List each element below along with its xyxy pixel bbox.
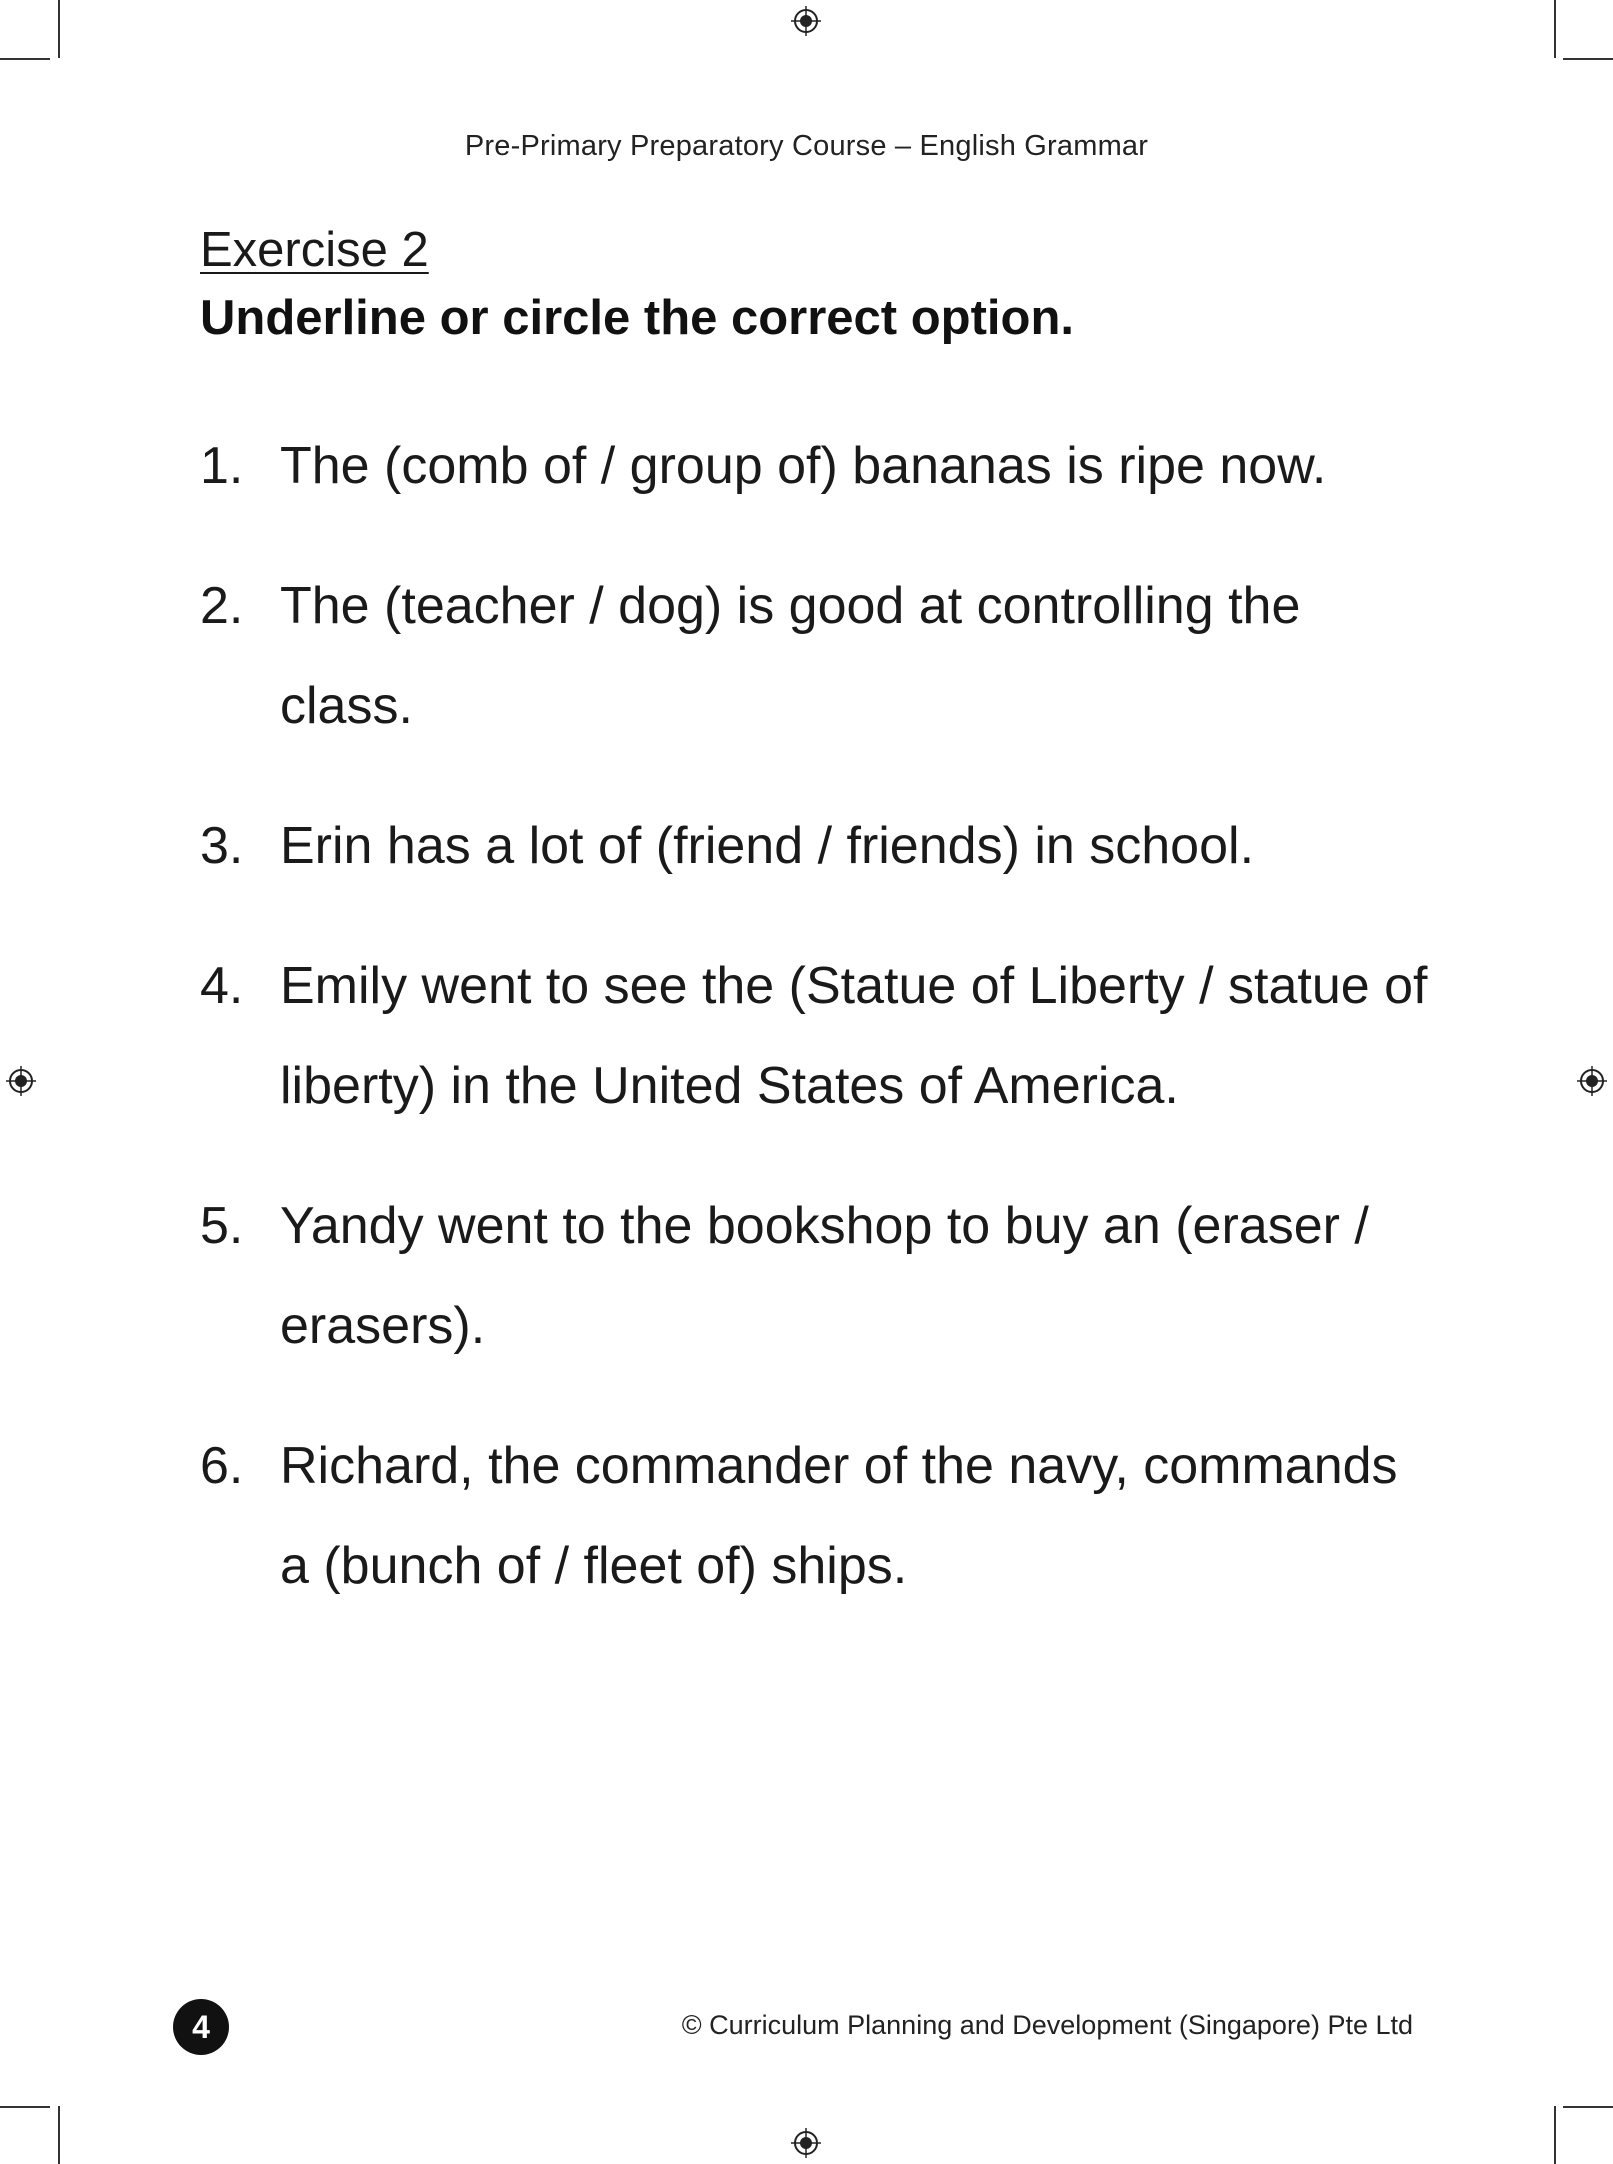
registration-mark-icon — [791, 2128, 821, 2158]
copyright-notice: © Curriculum Planning and Development (Singapore) Pte Ltd — [681, 2010, 1413, 2040]
registration-mark-icon — [791, 6, 821, 36]
registration-mark-icon — [1577, 1066, 1607, 1096]
question-item — [200, 936, 1440, 1136]
question-text: The (comb of / group of) bananas is ripe now. — [280, 437, 1327, 495]
crop-mark-top-right-h — [1563, 58, 1613, 60]
question-number: 2. — [200, 577, 244, 635]
exercise-instruction: Underline or circle the correct option. — [200, 291, 1075, 345]
crop-mark-bottom-right — [1554, 2106, 1556, 2164]
crop-mark-top-left-h — [0, 58, 50, 60]
question-text: Emily went to see the (Statue of Liberty / statue of liberty) in the United States of America. — [280, 957, 1428, 1115]
running-head: Pre-Primary Preparatory Course – English Grammar — [464, 130, 1149, 162]
exercise-title: Exercise 2 — [200, 223, 429, 277]
question-item — [200, 556, 1440, 756]
crop-mark-bottom-left — [58, 2106, 60, 2164]
question-number: 5. — [200, 1197, 244, 1255]
question-number: 3. — [200, 817, 244, 875]
registration-mark-icon — [6, 1066, 36, 1096]
page-number-badge: 4 — [173, 1999, 229, 2055]
question-number: 4. — [200, 957, 244, 1015]
question-text: The (teacher / dog) is good at controlling the class. — [280, 577, 1301, 735]
crop-mark-bottom-left-h — [0, 2106, 50, 2108]
crop-mark-top-right — [1554, 0, 1556, 58]
question-text: Erin has a lot of (friend / friends) in school. — [280, 817, 1255, 875]
question-item — [200, 1176, 1440, 1376]
question-item — [200, 796, 1440, 896]
question-item — [200, 416, 1440, 516]
crop-mark-bottom-right-h — [1563, 2106, 1613, 2108]
question-text: Yandy went to the bookshop to buy an (eraser / erasers). — [280, 1197, 1369, 1355]
question-number: 1. — [200, 437, 244, 495]
question-list — [200, 416, 1440, 1656]
question-item — [200, 1416, 1440, 1616]
crop-mark-top-left — [58, 0, 60, 58]
question-number: 6. — [200, 1437, 244, 1495]
question-text: Richard, the commander of the navy, commands a (bunch of / fleet of) ships. — [280, 1437, 1398, 1595]
